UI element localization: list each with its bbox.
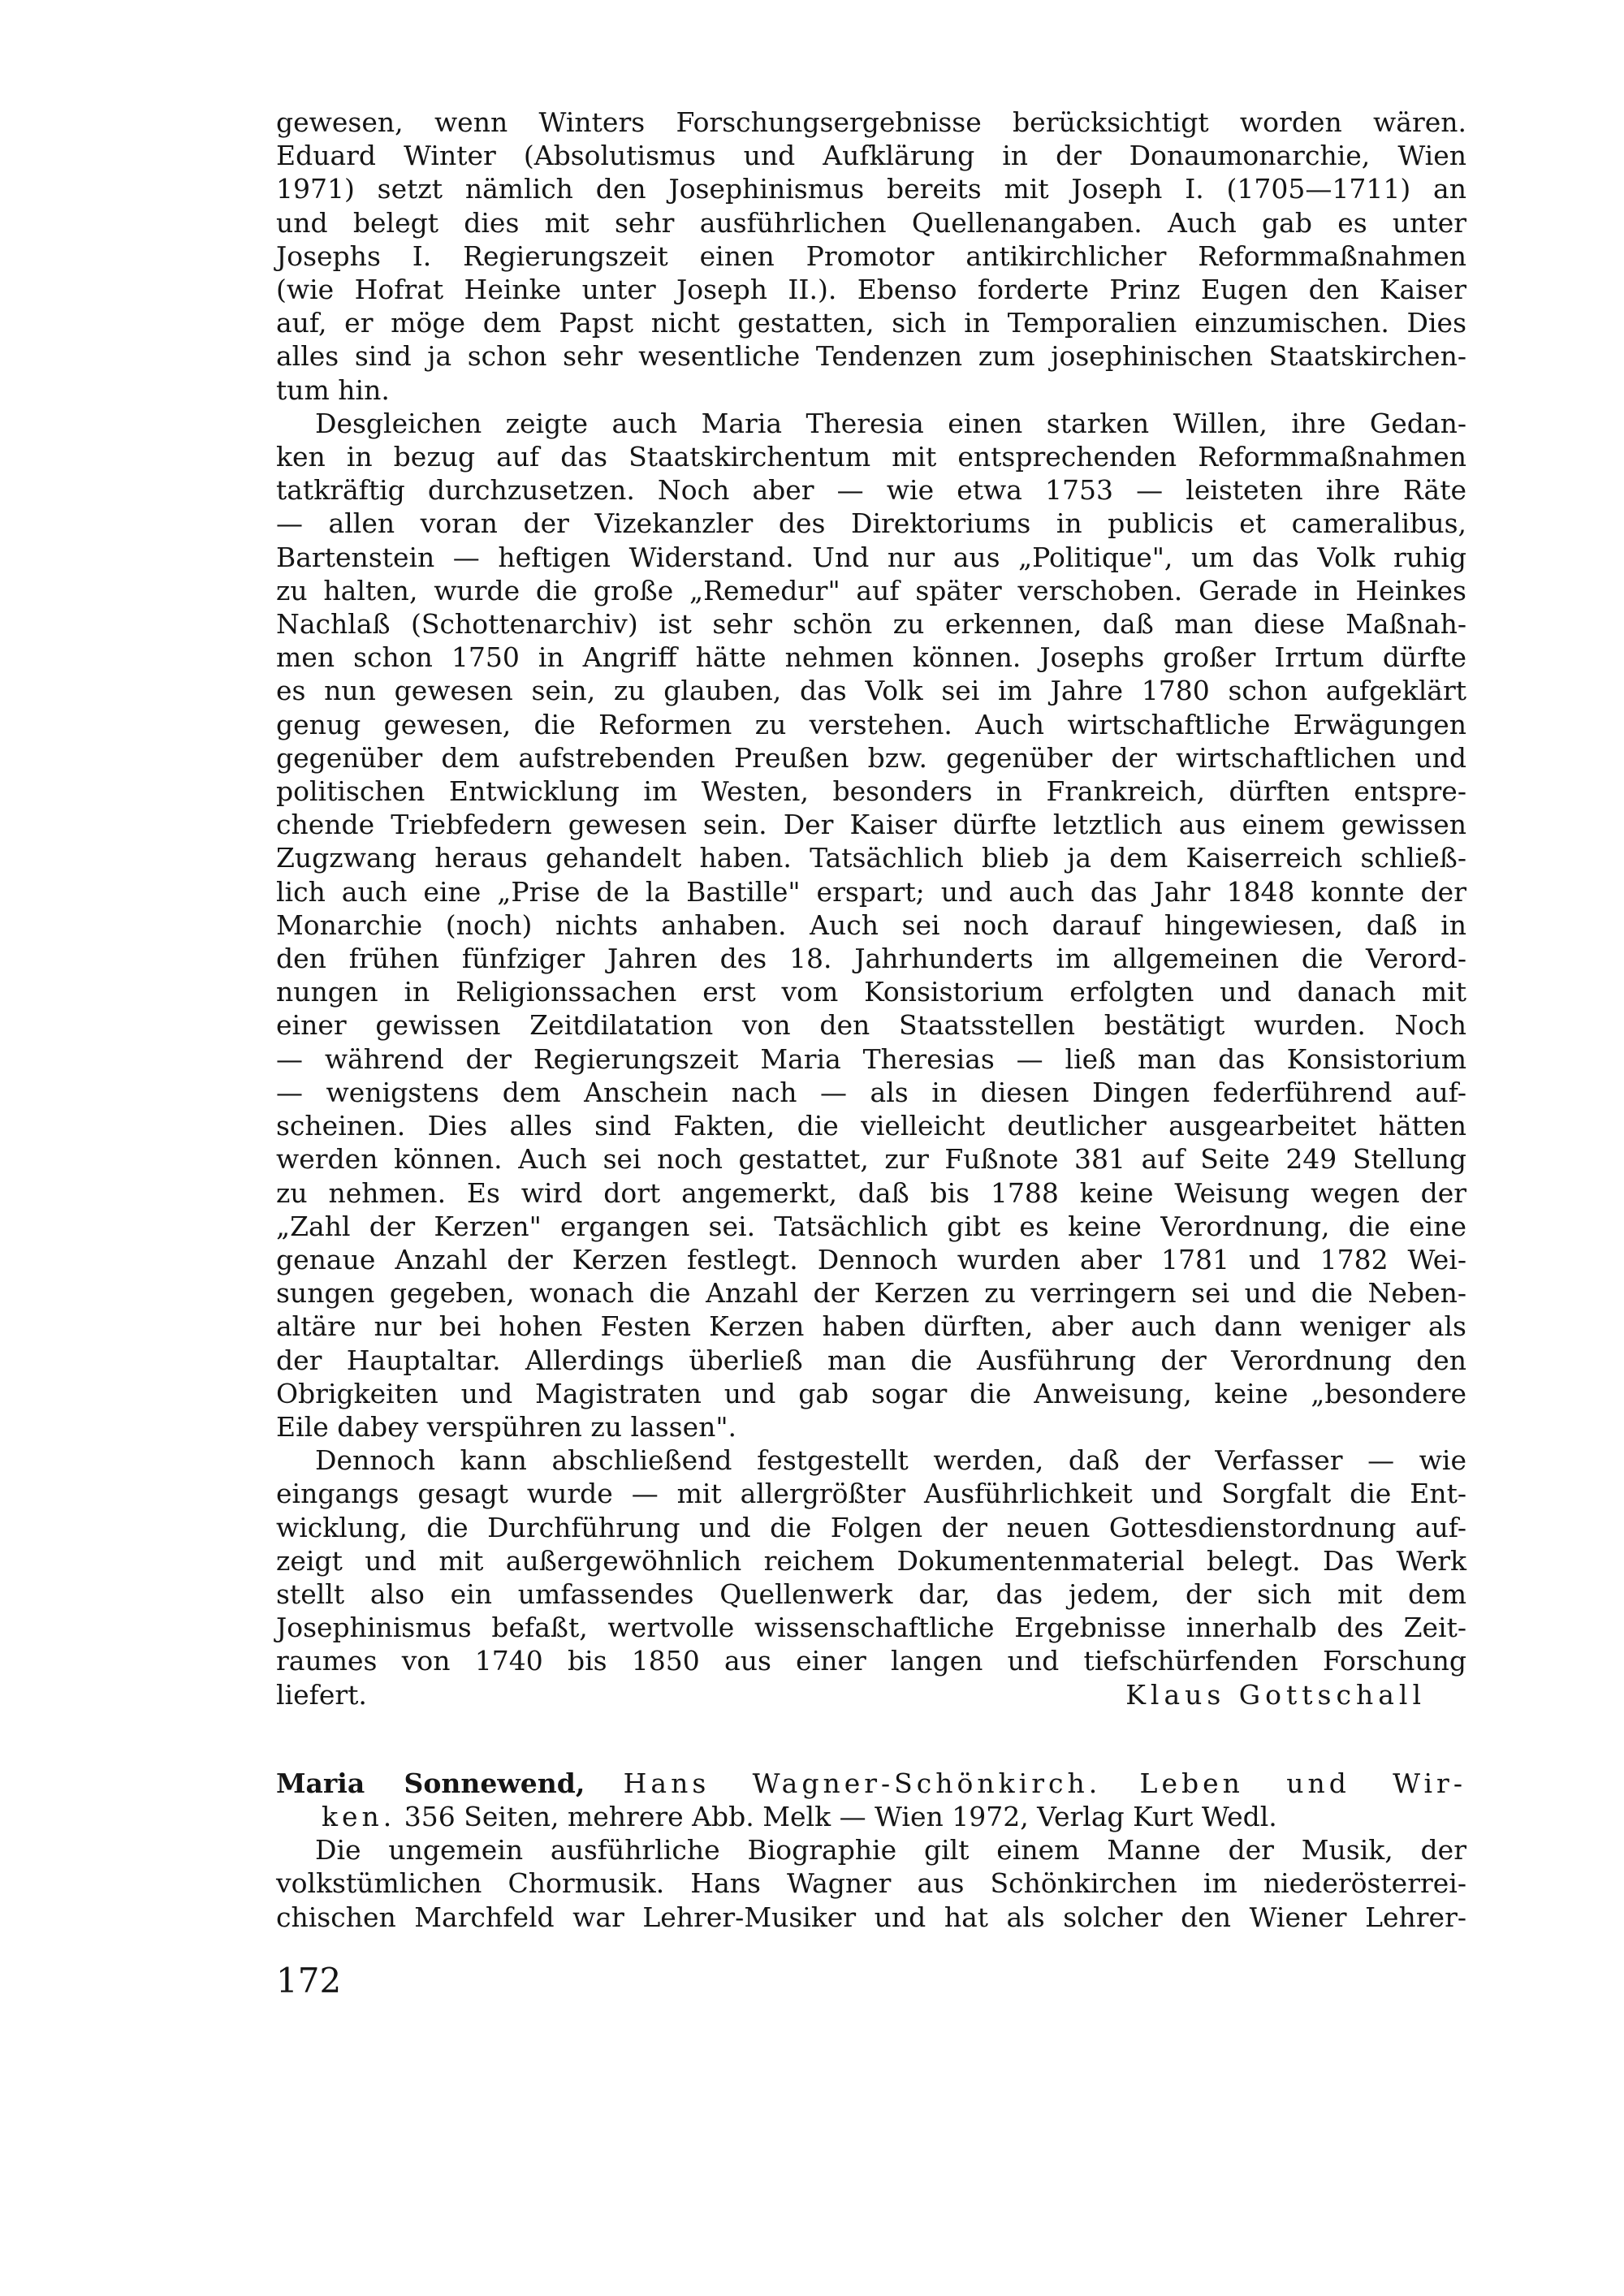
text-line: Josephinismus befaßt, wertvolle wissenschaftliche Ergebnisse innerhalb des Zeit- (276, 1612, 1466, 1644)
text-line: nungen in Religionssachen erst vom Konsistorium erfolgten und danach mit (276, 976, 1466, 1008)
text-line: tum hin. (276, 373, 390, 406)
text-line: Die ungemein ausführliche Biographie gilt einem Manne der Musik, der (315, 1834, 1466, 1867)
text-line: — während der Regierungszeit Maria Theresias — ließ man das Konsistorium (276, 1042, 1466, 1075)
text-line: — allen voran der Vizekanzler des Direktoriums in publicis et cameralibus, (276, 507, 1466, 540)
text-line: chende Triebfedern gewesen sein. Der Kaiser dürfte letztlich aus einem gewissen (276, 809, 1466, 841)
text-line: volkstümlichen Chormusik. Hans Wagner aus Schönkirchen im niederösterrei- (276, 1867, 1466, 1900)
text-line: raumes von 1740 bis 1850 aus einer langen und tiefschürfenden Forschung (276, 1645, 1466, 1677)
text-line: Obrigkeiten und Magistraten und gab sogar die Anweisung, keine „besondere (276, 1377, 1466, 1409)
book-details: 356 Seiten, mehrere Abb. Melk — Wien 1972, Verlag Kurt Wedl. (404, 1800, 1277, 1832)
text-line: gegenüber dem aufstrebenden Preußen bzw. gegenüber der wirtschaftlichen und (276, 741, 1466, 774)
reviewer-signature: Klaus Gottschall (1125, 1678, 1426, 1711)
text-line: Josephs I. Regierungszeit einen Promotor antikirchlicher Reformmaßnahmen (276, 240, 1466, 272)
text-line: Desgleichen zeigte auch Maria Theresia einen starken Willen, ihre Gedan- (315, 407, 1466, 439)
text-line: Nachlaß (Schottenarchiv) ist sehr schön zu erkennen, daß man diese Maßnah- (276, 608, 1466, 641)
text-line: werden können. Auch sei noch gestattet, zur Fußnote 381 auf Seite 249 Stellung (276, 1143, 1466, 1176)
text-line: alles sind ja schon sehr wesentliche Tendenzen zum josephinischen Staatskirchen- (276, 340, 1466, 373)
book-title-part-1: Leben und Wir- (1139, 1767, 1466, 1799)
review-heading (276, 1767, 1466, 1833)
paragraph-1 (276, 106, 1466, 407)
text-line: Monarchie (noch) nichts anhaben. Auch sei noch darauf hingewiesen, daß in (276, 908, 1466, 941)
review-gottschall (276, 106, 1466, 1711)
text-line: auf, er möge dem Papst nicht gestatten, sich in Temporalien einzumischen. Dies (276, 307, 1466, 339)
text-line: altäre nur bei hohen Festen Kerzen haben dürften, aber auch dann weniger als (276, 1310, 1466, 1343)
last-word: liefert. (276, 1678, 367, 1711)
text-line: wicklung, die Durchführung und die Folgen der neuen Gottesdienstordnung auf- (276, 1511, 1466, 1543)
text-line: den frühen fünfziger Jahren des 18. Jahrhunderts im allgemeinen die Verord- (276, 943, 1466, 975)
page-content (276, 106, 1466, 1934)
text-line: eingangs gesagt wurde — mit allergrößter Ausführlichkeit und Sorgfalt die Ent- (276, 1478, 1466, 1510)
text-line: genug gewesen, die Reformen zu verstehen. Auch wirtschaftliche Erwägungen (276, 708, 1466, 740)
text-line: lich auch eine „Prise de la Bastille" erspart; und auch das Jahr 1848 konnte der (276, 875, 1466, 908)
heading-line-1 (276, 1767, 1466, 1800)
text-line: stellt also ein umfassendes Quellenwerk dar, das jedem, der sich mit dem (276, 1577, 1466, 1610)
text-line: zu nehmen. Es wird dort angemerkt, daß bis 1788 keine Weisung wegen der (276, 1176, 1466, 1209)
closing-line (276, 1678, 1466, 1711)
text-line: tatkräftig durchzusetzen. Noch aber — wie etwa 1753 — leisteten ihre Räte (276, 474, 1466, 507)
text-line: und belegt dies mit sehr ausführlichen Quellenangaben. Auch gab es unter (276, 206, 1466, 239)
paragraph-3 (276, 1444, 1466, 1711)
text-line: gewesen, wenn Winters Forschungsergebnisse berücksichtigt worden wären. (276, 106, 1466, 138)
text-line: politischen Entwicklung im Westen, besonders in Frankreich, dürften entspre- (276, 775, 1466, 808)
text-line: genaue Anzahl der Kerzen festlegt. Dennoch wurden aber 1781 und 1782 Wei- (276, 1243, 1466, 1275)
text-line: zu halten, wurde die große „Remedur" auf später verschoben. Gerade in Heinkes (276, 574, 1466, 606)
text-line: es nun gewesen sein, zu glauben, das Volk sei im Jahre 1780 schon aufgeklärt (276, 675, 1466, 707)
heading-line-2 (276, 1800, 1466, 1833)
text-line: Bartenstein — heftigen Widerstand. Und nur aus „Politique", um das Volk ruhig (276, 541, 1466, 573)
text-line: einer gewissen Zeitdilatation von den Staatsstellen bestätigt wurden. Noch (276, 1009, 1466, 1042)
text-line: 1971) setzt nämlich den Josephinismus bereits mit Joseph I. (1705—1711) an (276, 173, 1466, 205)
text-line: Eduard Winter (Absolutismus und Aufklärung in der Donaumonarchie, Wien (276, 140, 1466, 172)
paragraph-2 (276, 407, 1466, 1444)
text-line: (wie Hofrat Heinke unter Joseph II.). Ebenso forderte Prinz Eugen den Kaiser (276, 274, 1466, 306)
text-line: men schon 1750 in Angriff hätte nehmen können. Josephs großer Irrtum dürfte (276, 641, 1466, 674)
text-line: Dennoch kann abschließend festgestellt werden, daß der Verfasser — wie (315, 1444, 1466, 1477)
text-line: — wenigstens dem Anschein nach — als in diesen Dingen federführend auf- (276, 1076, 1466, 1108)
text-line: „Zahl der Kerzen" ergangen sei. Tatsächlich gibt es keine Verordnung, die eine (276, 1210, 1466, 1242)
review-body (276, 1833, 1466, 1934)
text-line: sungen gegeben, wonach die Anzahl der Kerzen zu verringern sei und die Neben- (276, 1277, 1466, 1310)
text-line: zeigt und mit außergewöhnlich reichem Dokumentenmaterial belegt. Das Werk (276, 1544, 1466, 1577)
text-line: Eile dabey verspühren zu lassen". (276, 1410, 737, 1443)
text-line: ken in bezug auf das Staatskirchentum mit entsprechenden Reformmaßnahmen (276, 441, 1466, 473)
text-line: Zugzwang heraus gehandelt haben. Tatsächlich blieb ja dem Kaiserreich schließ- (276, 842, 1466, 874)
review-sonnewend (276, 1767, 1466, 1934)
text-line: chischen Marchfeld war Lehrer-Musiker und hat als solcher den Wiener Lehrer- (276, 1901, 1466, 1933)
book-author: Hans Wagner-Schönkirch. (623, 1767, 1102, 1799)
page-number: 172 (276, 1961, 342, 2000)
reviewer-name: Maria Sonnewend, (276, 1767, 585, 1799)
text-line: der Hauptaltar. Allerdings überließ man die Ausführung der Verordnung den (276, 1344, 1466, 1376)
book-title-part-2: ken. (322, 1800, 396, 1832)
text-line: scheinen. Dies alles sind Fakten, die vielleicht deutlicher ausgearbeitet hätten (276, 1110, 1466, 1142)
